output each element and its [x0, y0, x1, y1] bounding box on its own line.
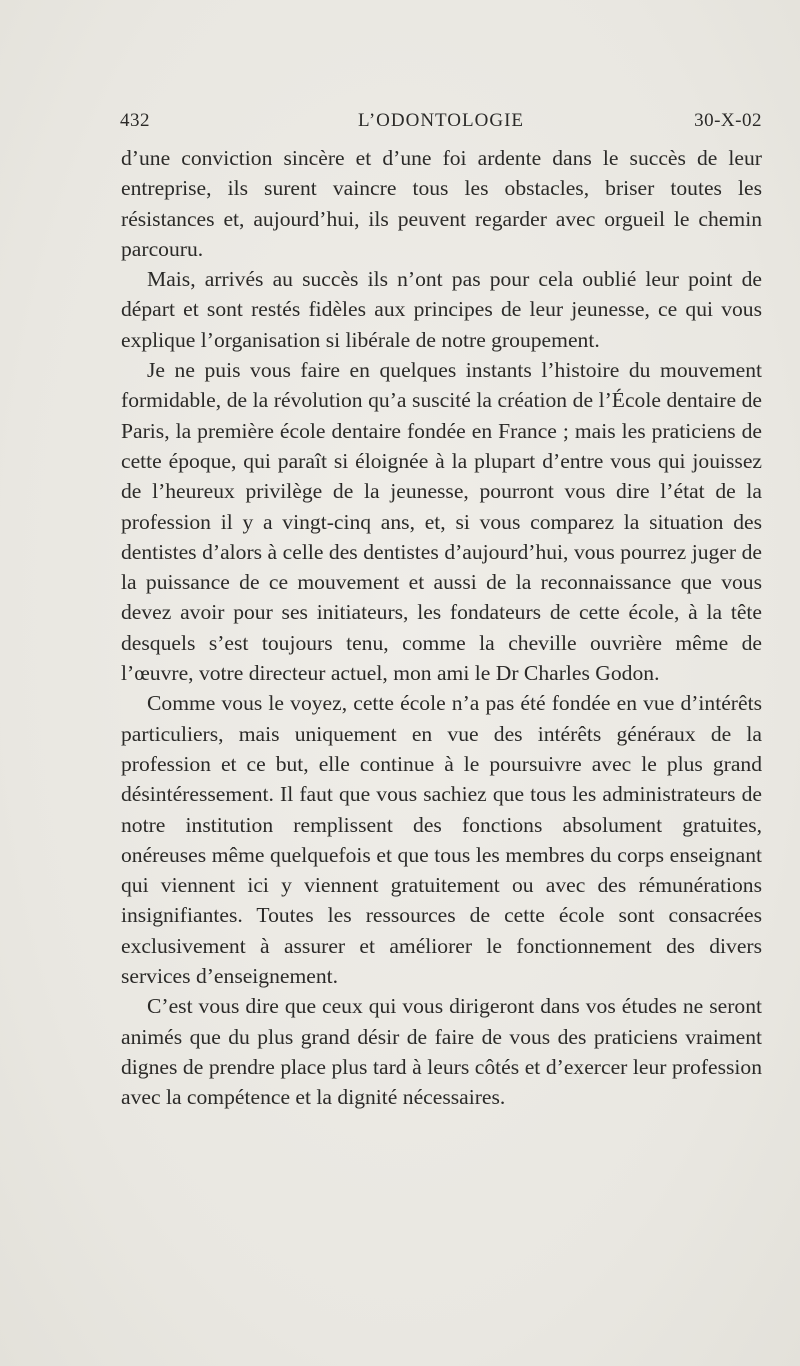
paragraph: C’est vous dire que ceux qui vous dirigeront dans vos études ne seront animés que du plus grand désir de faire de vous des praticiens vraiment dignes de prendre place plus tard à leurs côtés et d’exercer leur profession avec la compétence et la dignité nécessaires.: [121, 994, 762, 1110]
paragraph: Mais, arrivés au succès ils n’ont pas pour cela oublié leur point de départ et sont restés fidèles aux principes de leur jeunesse, ce qui vous explique l’organisation si libérale de notre groupement.: [121, 267, 762, 352]
running-head: [120, 110, 762, 138]
running-title: L’ODONTOLOGIE: [357, 110, 525, 131]
page-number: 432: [120, 110, 150, 131]
paragraph: Comme vous le voyez, cette école n’a pas été fondée en vue d’intérêts particuliers, mais uniquement en vue des intérêts généraux de la profession et ce but, elle continue à le poursuivre avec le plus grand désintéressement. Il faut que vous sachiez que tous les administrateurs de notre institution remplissent des fonctions absolument gratuites, onéreuses même quelquefois et que tous les membres du corps enseignant qui viennent ici y viennent gratuitement ou avec des rémunérations insignifiantes. Toutes les ressources de cette école sont consacrées exclusivement à assurer et améliorer le fonctionnement des divers services d’enseignement.: [121, 691, 762, 989]
body-text: [121, 143, 762, 1113]
paragraph: Je ne puis vous faire en quelques instants l’histoire du mouvement formidable, de la révolution qu’a suscité la création de l’École dentaire de Paris, la première école dentaire fondée en France ; mais les praticiens de cette époque, qui paraît si éloignée à la plupart d’entre vous qui jouissez de l’heureux privilège de la jeunesse, pourront vous dire l’état de la profession il y a vingt-cinq ans, et, si vous comparez la situation des dentistes d’alors à celle des dentistes d’aujourd’hui, vous pourrez juger de la puissance de ce mouvement et aussi de la reconnaissance que vous devez avoir pour ses initiateurs, les fondateurs de cette école, à la tête desquels s’est toujours tenu, comme la cheville ouvrière même de l’œuvre, votre directeur actuel, mon ami le Dr Charles Godon.: [121, 358, 762, 686]
issue-date: 30-X-02: [694, 110, 762, 131]
paragraph-continued: d’une conviction sincère et d’une foi ardente dans le succès de leur entreprise, ils surent vaincre tous les obstacles, briser toutes les résistances et, aujourd’hui, ils peuvent regarder avec orgueil le chemin parcouru.: [121, 146, 762, 261]
